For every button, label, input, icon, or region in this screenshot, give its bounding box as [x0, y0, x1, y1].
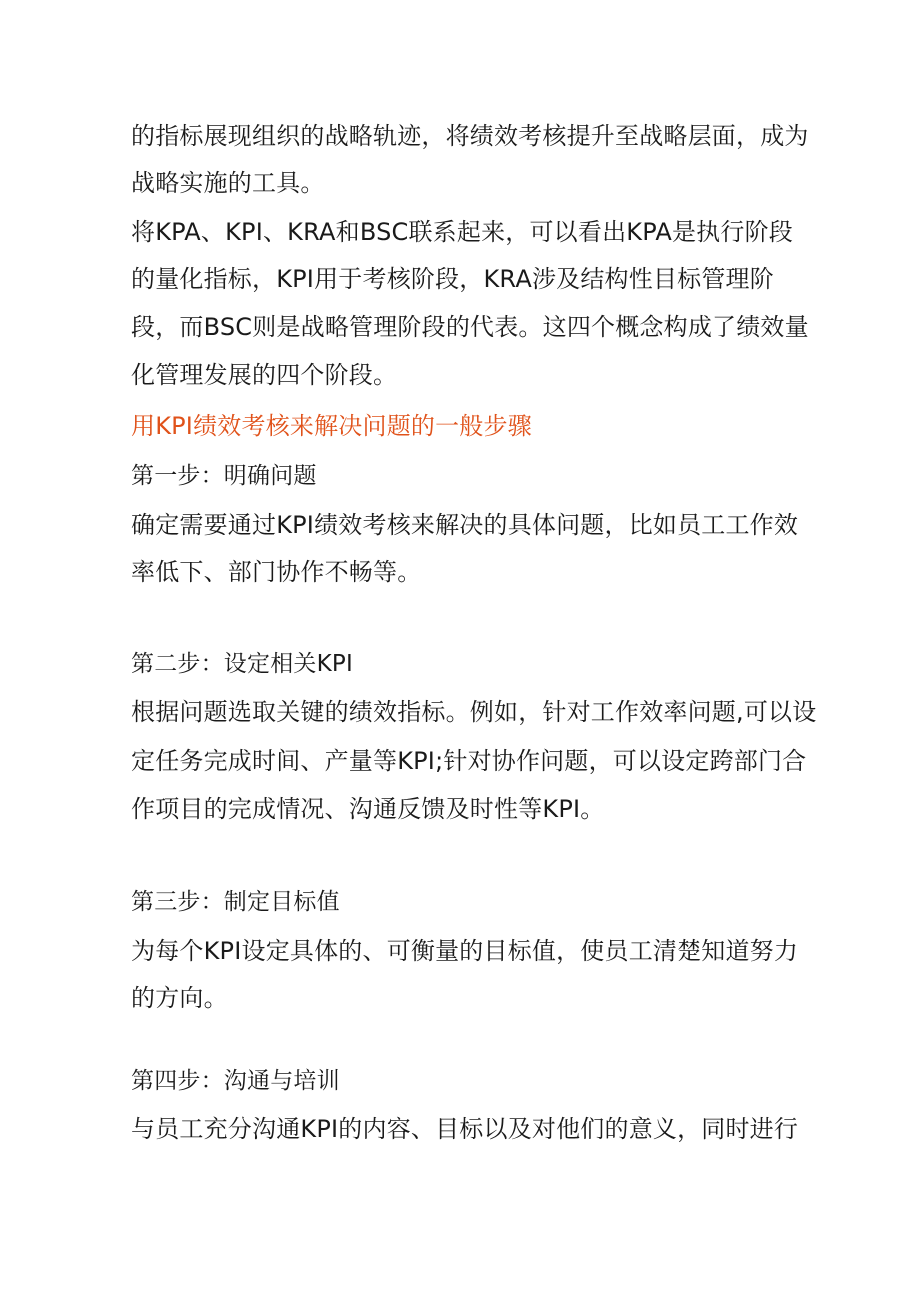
intro-line-5: 段，而BSC则是战略管理阶段的代表。这四个概念构成了绩效量: [131, 313, 809, 341]
step-1-line-1: 确定需要通过KPI绩效考核来解决的具体问题，比如员工工作效: [131, 511, 799, 539]
section-heading: 用KPI绩效考核来解决问题的一般步骤: [131, 412, 532, 440]
intro-line-6: 化管理发展的四个阶段。: [131, 361, 398, 389]
step-2-line-2: 定任务完成时间、产量等KPI;针对协作问题，可以设定跨部门合: [131, 747, 807, 775]
intro-line-3: 将KPA、KPI、KRA和BSC联系起来，可以看出KPA是执行阶段: [131, 218, 793, 246]
step-3-line-2: 的方向。: [131, 984, 228, 1012]
step-3-title: 第三步：制定目标值: [131, 889, 340, 915]
step-1-title: 第一步：明确问题: [131, 463, 317, 489]
step-1-line-2: 率低下、部门协作不畅等。: [131, 558, 422, 586]
step-4-line-1: 与员工充分沟通KPI的内容、目标以及对他们的意义，同时进行: [131, 1115, 799, 1143]
intro-line-4: 的量化指标，KPI用于考核阶段，KRA涉及结构性目标管理阶: [131, 265, 774, 293]
step-2-line-3: 作项目的完成情况、沟通反馈及时性等KPI。: [131, 795, 605, 823]
step-4-title: 第四步：沟通与培训: [131, 1068, 340, 1094]
intro-line-1: 的指标展现组织的战略轨迹，将绩效考核提升至战略层面，成为: [131, 122, 809, 150]
step-2-title: 第二步：设定相关KPI: [131, 651, 353, 677]
step-2-line-1: 根据问题选取关键的绩效指标。例如，针对工作效率问题,可以设: [131, 698, 817, 726]
intro-line-2: 战略实施的工具。: [131, 169, 325, 197]
step-3-line-1: 为每个KPI设定具体的、可衡量的目标值，使员工清楚知道努力: [131, 937, 799, 965]
